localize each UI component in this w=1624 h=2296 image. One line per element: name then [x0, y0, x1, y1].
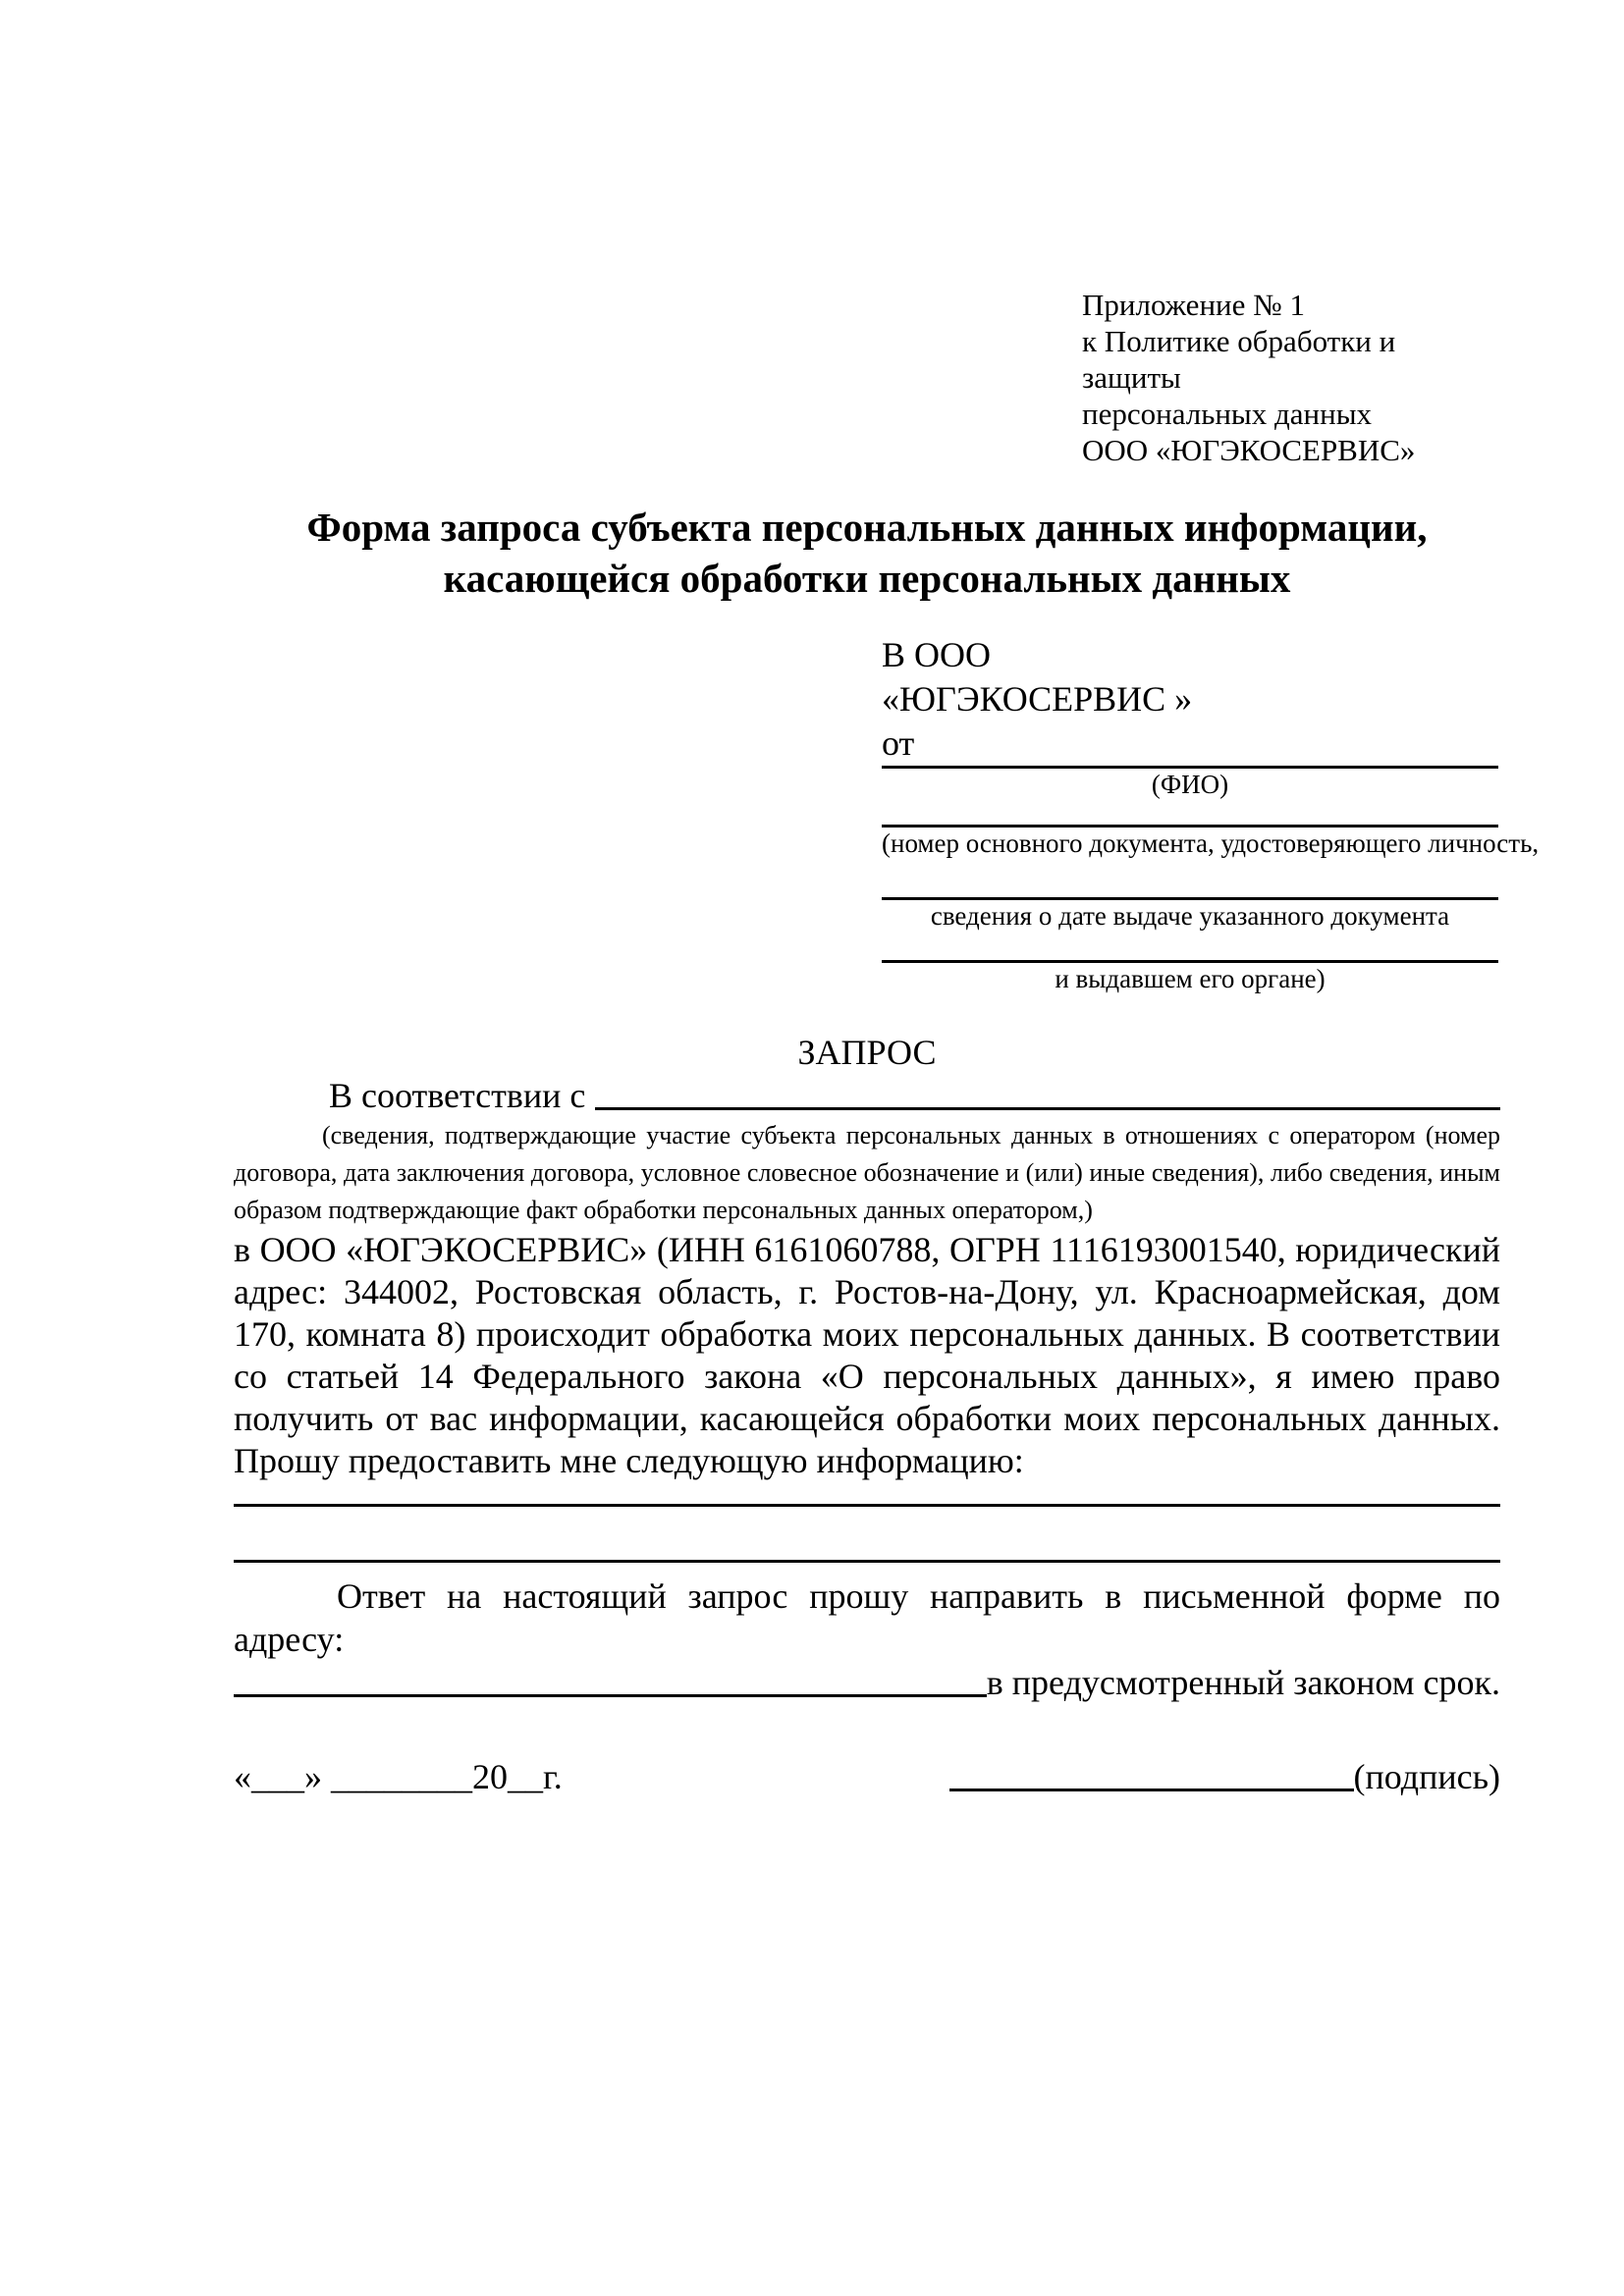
document-title-line-2: касающейся обработки персональных данных	[443, 556, 1291, 601]
issuing-authority-field	[882, 960, 1498, 995]
addressee-org-line-2: «ЮГЭКОСЕРВИС »	[882, 679, 1193, 719]
appendix-note	[1082, 287, 1500, 468]
fio-field	[882, 766, 1498, 801]
signature-group	[949, 1755, 1500, 1798]
reply-sentence: Ответ на настоящий запрос прошу направить в письменной форме по адресу:	[234, 1576, 1500, 1659]
appendix-note-line-4: ООО «ЮГЭКОСЕРВИС»	[1082, 433, 1416, 467]
document-title-line-1: Форма запроса субъекта персональных данных информации,	[306, 505, 1428, 550]
appendix-note-line-1: Приложение № 1	[1082, 288, 1305, 322]
request-heading: ЗАПРОС	[797, 1033, 937, 1072]
appendix-note-line-3: персональных данных	[1082, 397, 1373, 431]
reply-suffix: в предусмотренный законом срок.	[986, 1663, 1500, 1702]
id-document-field	[882, 825, 1540, 860]
id-document-caption: (номер основного документа, удостоверяющего личность,	[882, 828, 1540, 858]
body-paragraph: в ООО «ЮГЭКОСЕРВИС» (ИНН 6161060788, ОГРН 1116193001540, юридический адрес: 344002, Ростовская область, г. Ростов-на-Дону, ул. Красноармейская, дом 170, комната 8) происходит обработка моих персональных данных. В соответствии со статьей 14 Федерального закона «О персональных данных», я имею право получить от вас информации, касающейся обработки моих персональных данных. Прошу предоставить мне следующую информацию:	[234, 1230, 1500, 1480]
reply-address-row	[234, 1661, 1500, 1704]
address-blank-line	[234, 1661, 987, 1697]
intro-prefix: В соответствии с	[329, 1076, 586, 1115]
signature-caption: (подпись)	[1353, 1757, 1500, 1796]
fio-caption: (ФИО)	[1151, 770, 1229, 799]
addressee-org-line-1: В ООО	[882, 635, 992, 674]
signature-row	[234, 1755, 1500, 1798]
issue-date-field	[882, 897, 1498, 933]
footnote-paragraph: (сведения, подтверждающие участие субъекта персональных данных в отношениях с оператором (номер договора, дата заключения договора, условное словесное обозначение и (или) иные сведения), либо сведения, иным образом подтверждающие факт обработки персональных данных оператором,)	[234, 1121, 1500, 1224]
addressee-from-label: от	[882, 723, 915, 763]
issue-date-caption: сведения о дате выдаче указанного документа	[930, 901, 1450, 931]
intro-blank-line	[595, 1074, 1500, 1110]
date-field: «___» ________20__г.	[234, 1757, 563, 1796]
intro-row	[234, 1074, 1500, 1117]
addressee-block	[882, 633, 1540, 995]
document-title	[234, 502, 1500, 604]
signature-blank-line	[949, 1789, 1354, 1791]
issuing-authority-caption: и выдавшем его органе)	[1055, 964, 1326, 993]
info-blank-line-1	[234, 1504, 1500, 1507]
info-blank-line-2	[234, 1560, 1500, 1563]
appendix-note-line-2: к Политике обработки и защиты	[1082, 324, 1396, 395]
